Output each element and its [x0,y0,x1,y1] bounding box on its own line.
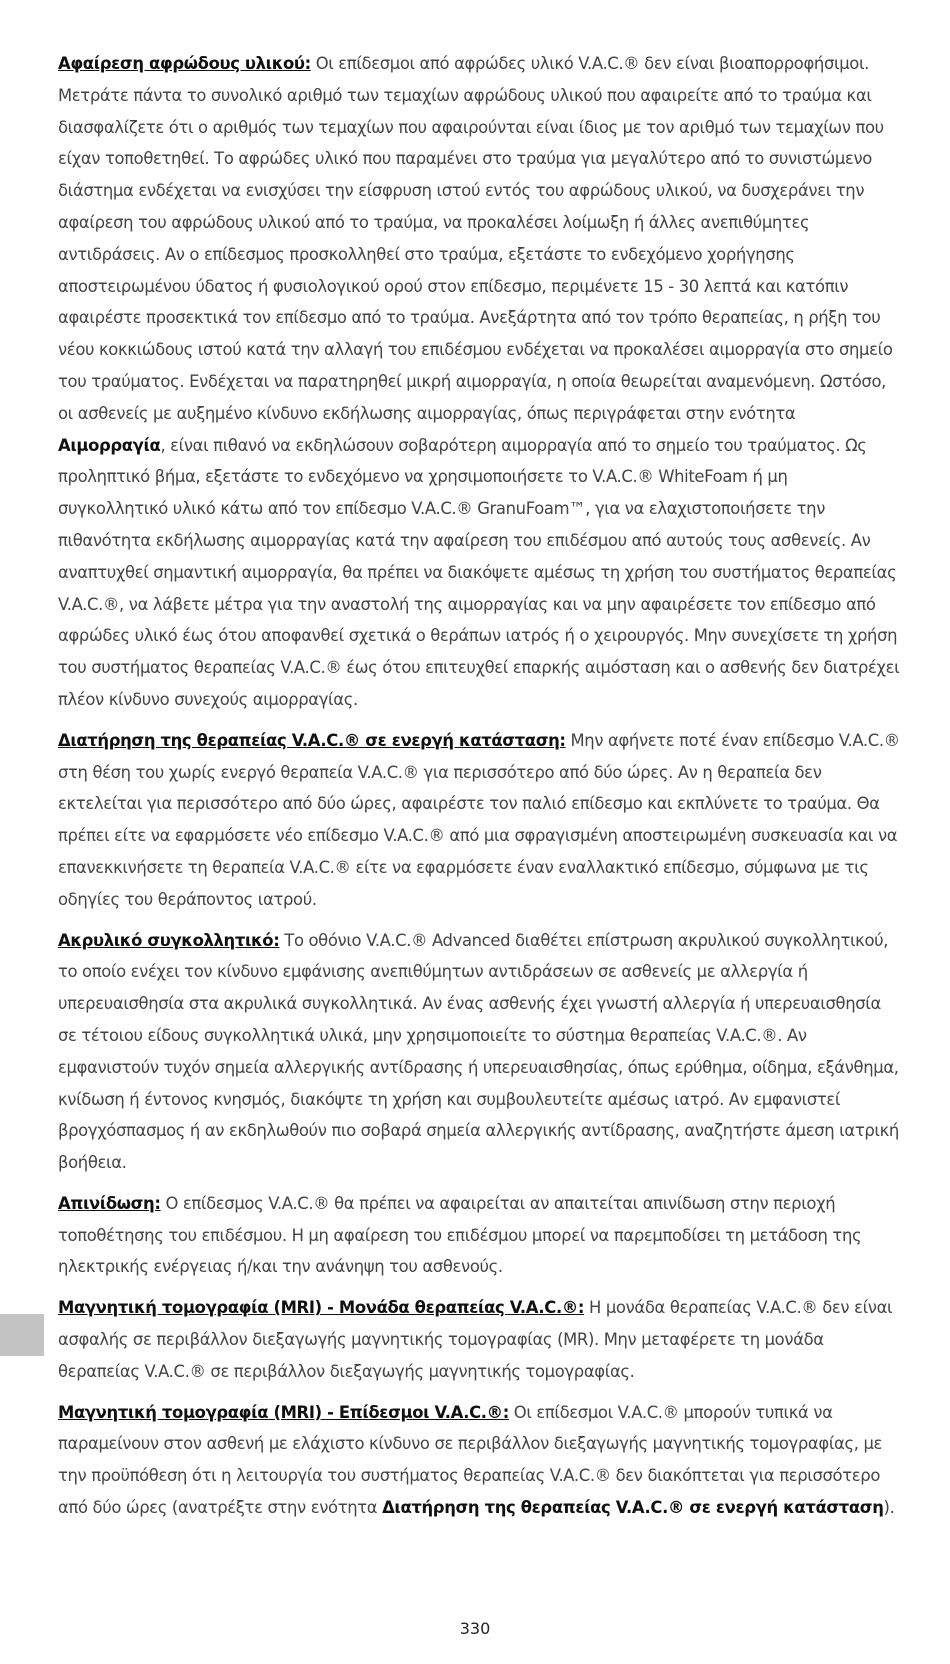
body-text: Οι επίδεσμοι V.A.C.® μπορούν τυπικά να παραμείνουν στον ασθενή με ελάχιστο κίνδυνο σε περιβάλλον διεξαγωγής μαγνητικής τομογραφίας, με την προϋπόθεση ότι η λειτουργία του συστήματος θεραπείας V.A.C.® δεν διακόπτεται για περισσότερο από δύο ώρες (ανατρέξτε στην ενότητα [58,1402,883,1518]
body-text: Το οθόνιο V.A.C.® Advanced διαθέτει επίστρωση ακρυλικού συγκολλητικού, το οποίο ενέχει τον κίνδυνο εμφάνισης ανεπιθύμητων αντιδράσεων σε ασθενείς με αλλεργία ή υπερευαισθησία στα ακρυλικά συγκολλητικά. Αν ένας ασθενής έχει γνωστή αλλεργία ή υπερευαισθησία σε τέτοιου είδους συγκολλητικά υλικά, μην χρησιμοποιείτε το σύστημα θεραπείας V.A.C.®. Αν εμφανιστούν τυχόν σημεία αλλεργικής αντίδρασης ή υπερευαισθησίας, όπως ερύθημα, οίδημα, εξάνθημα, κνίδωση ή έντονος κνησμός, διακόψτε τη χρήση και συμβουλευτείτε αμέσως ιατρό. Αν εμφανιστεί βρογχόσπασμος ή αν εκδηλωθούν πιο σοβαρά σημεία αλλεργικής αντίδρασης, αναζητήστε άμεση ιατρική βοήθεια. [58,930,899,1173]
section-mri-unit [58,1292,900,1387]
body-text: Οι επίδεσμοι από αφρώδες υλικό V.A.C.® δεν είναι βιοαπορροφήσιμοι. Μετράτε πάντα το συνολικό αριθμό των τεμαχίων αφρώδους υλικού που αφαιρείτε από το τραύμα και διασφαλίζετε ότι ο αριθμός των τεμαχίων που αφαιρούνται είναι ίδιος με τον αριθμό των τεμαχίων που είχαν τοποθετηθεί. Το αφρώδες υλικό που παραμένει στο τραύμα για μεγαλύτερο από το συνιστώμενο διάστημα ενδέχεται να ενισχύσει την είσφρυση ιστού εντός του αφρώδους υλικού, να δυσχεράνει την αφαίρεση του αφρώδους υλικού από το τραύμα, να προκαλέσει λοίμωξη ή άλλες ανεπιθύμητες αντιδράσεις. Αν ο επίδεσμος προσκολληθεί στο τραύμα, εξετάστε το ενδεχόμενο χορήγησης αποστειρωμένου ύδατος ή φυσιολογικού ορού στον επίδεσμο, περιμένετε 15 - 30 λεπτά και κατόπιν αφαιρέστε προσεκτικά τον επίδεσμο από το τραύμα. Ανεξάρτητα από τον τρόπο θεραπείας, η ρήξη του νέου κοκκιώδους ιστού κατά την αλλαγή του επιδέσμου ενδέχεται να προκαλέσει αιμορραγία στο σημείο του τραύματος. Ενδέχεται να παρατηρηθεί μικρή αιμορραγία, η οποία θεωρείται αναμενόμενη. Ωστόσο, οι ασθενείς με αυξημένο κίνδυνο εκδήλωσης αιμορραγίας, όπως περιγράφεται στην ενότητα [58,54,893,423]
section-heading: Αφαίρεση αφρώδους υλικού: [58,54,311,73]
section-acrylic-adhesive [58,925,900,1179]
section-heading: Διατήρηση της θεραπείας V.A.C.® σε ενεργή κατάσταση: [58,730,566,750]
body-text: ). [883,1498,895,1518]
section-defibrillation [58,1188,900,1283]
body-text: Η μονάδα θεραπείας V.A.C.® δεν είναι ασφαλής σε περιβάλλον διεξαγωγής μαγνητικής τομογραφίας (MR). Μην μεταφέρετε τη μονάδα θεραπείας V.A.C.® σε περιβάλλον διεξαγωγής μαγνητικής τομογραφίας. [58,1298,893,1381]
body-text: Μην αφήνετε ποτέ έναν επίδεσμο V.A.C.® στη θέση του χωρίς ενεργό θεραπεία V.A.C.® για περισσότερο από δύο ώρες. Αν η θεραπεία δεν εκτελείται για περισσότερο από δύο ώρες, αφαιρέστε τον παλιό επίδεσμο και εκπλύνετε το τραύμα. Θα πρέπει είτε να εφαρμόσετε νέο επίδεσμο V.A.C.® από μια σφραγισμένη αποστειρωμένη συσκευασία και να επανεκκινήσετε τη θεραπεία V.A.C.® είτε να εφαρμόσετε έναν εναλλακτικό επίδεσμο, σύμφωνα με τις οδηγίες του θεράποντος ιατρού. [58,730,900,909]
section-keep-therapy-on [58,725,900,916]
section-heading: Μαγνητική τομογραφία (MRI) - Επίδεσμοι V.A.C.®: [58,1402,509,1422]
body-text: Ο επίδεσμος V.A.C.® θα πρέπει να αφαιρείται αν απαιτείται απινίδωση στην περιοχή τοποθέτησης του επιδέσμου. Η μη αφαίρεση του επιδέσμου μπορεί να παρεμποδίσει τη μετάδοση της ηλεκτρικής ενέργειας ή/και την ανάνηψη του ασθενούς. [58,1193,862,1277]
section-foam-removal [58,48,900,716]
section-mri-dressings [58,1397,900,1524]
page-number: 330 [459,1619,491,1638]
body-text: , είναι πιθανό να εκδηλώσουν σοβαρότερη αιμορραγία από το σημείο του τραύματος. Ως προληπτικό βήμα, εξετάστε το ενδεχόμενο να χρησιμοποιήσετε το V.A.C.® WhiteFoam ή μη συγκολλητικό υλικό κάτω από τον επίδεσμο V.A.C.® GranuFoam™, για να ελαχιστοποιήσετε την πιθανότητα εκδήλωσης αιμορραγίας κατά την αφαίρεση του επιδέσμου από αυτούς τους ασθενείς. Αν αναπτυχθεί σημαντική αιμορραγία, θα πρέπει να διακόψετε αμέσως τη χρήση του συστήματος θεραπείας V.A.C.®, να λάβετε μέτρα για την αναστολή της αιμορραγίας και να μην αφαιρέσετε τον επίδεσμο από αφρώδες υλικό έως ότου αποφανθεί σχετικά ο θεράπων ιατρός ή ο χειρουργός. Μην συνεχίσετε τη χρήση του συστήματος θεραπείας V.A.C.® έως ότου επιτευχθεί επαρκής αιμόσταση και ο ασθενής δεν διατρέχει πλέον κίνδυνο συνεχούς αιμορραγίας. [58,435,900,709]
inline-bold-reference: Διατήρηση της θεραπείας V.A.C.® σε ενεργή κατάσταση [382,1498,884,1518]
inline-bold-reference: Αιμορραγία [58,435,161,455]
section-heading: Απινίδωση: [58,1193,161,1213]
chapter-tab-marker [0,1314,44,1356]
section-heading: Ακρυλικό συγκολλητικό: [58,930,280,950]
section-heading: Μαγνητική τομογραφία (MRI) - Μονάδα θεραπείας V.A.C.®: [58,1298,585,1318]
document-body [58,48,900,1533]
